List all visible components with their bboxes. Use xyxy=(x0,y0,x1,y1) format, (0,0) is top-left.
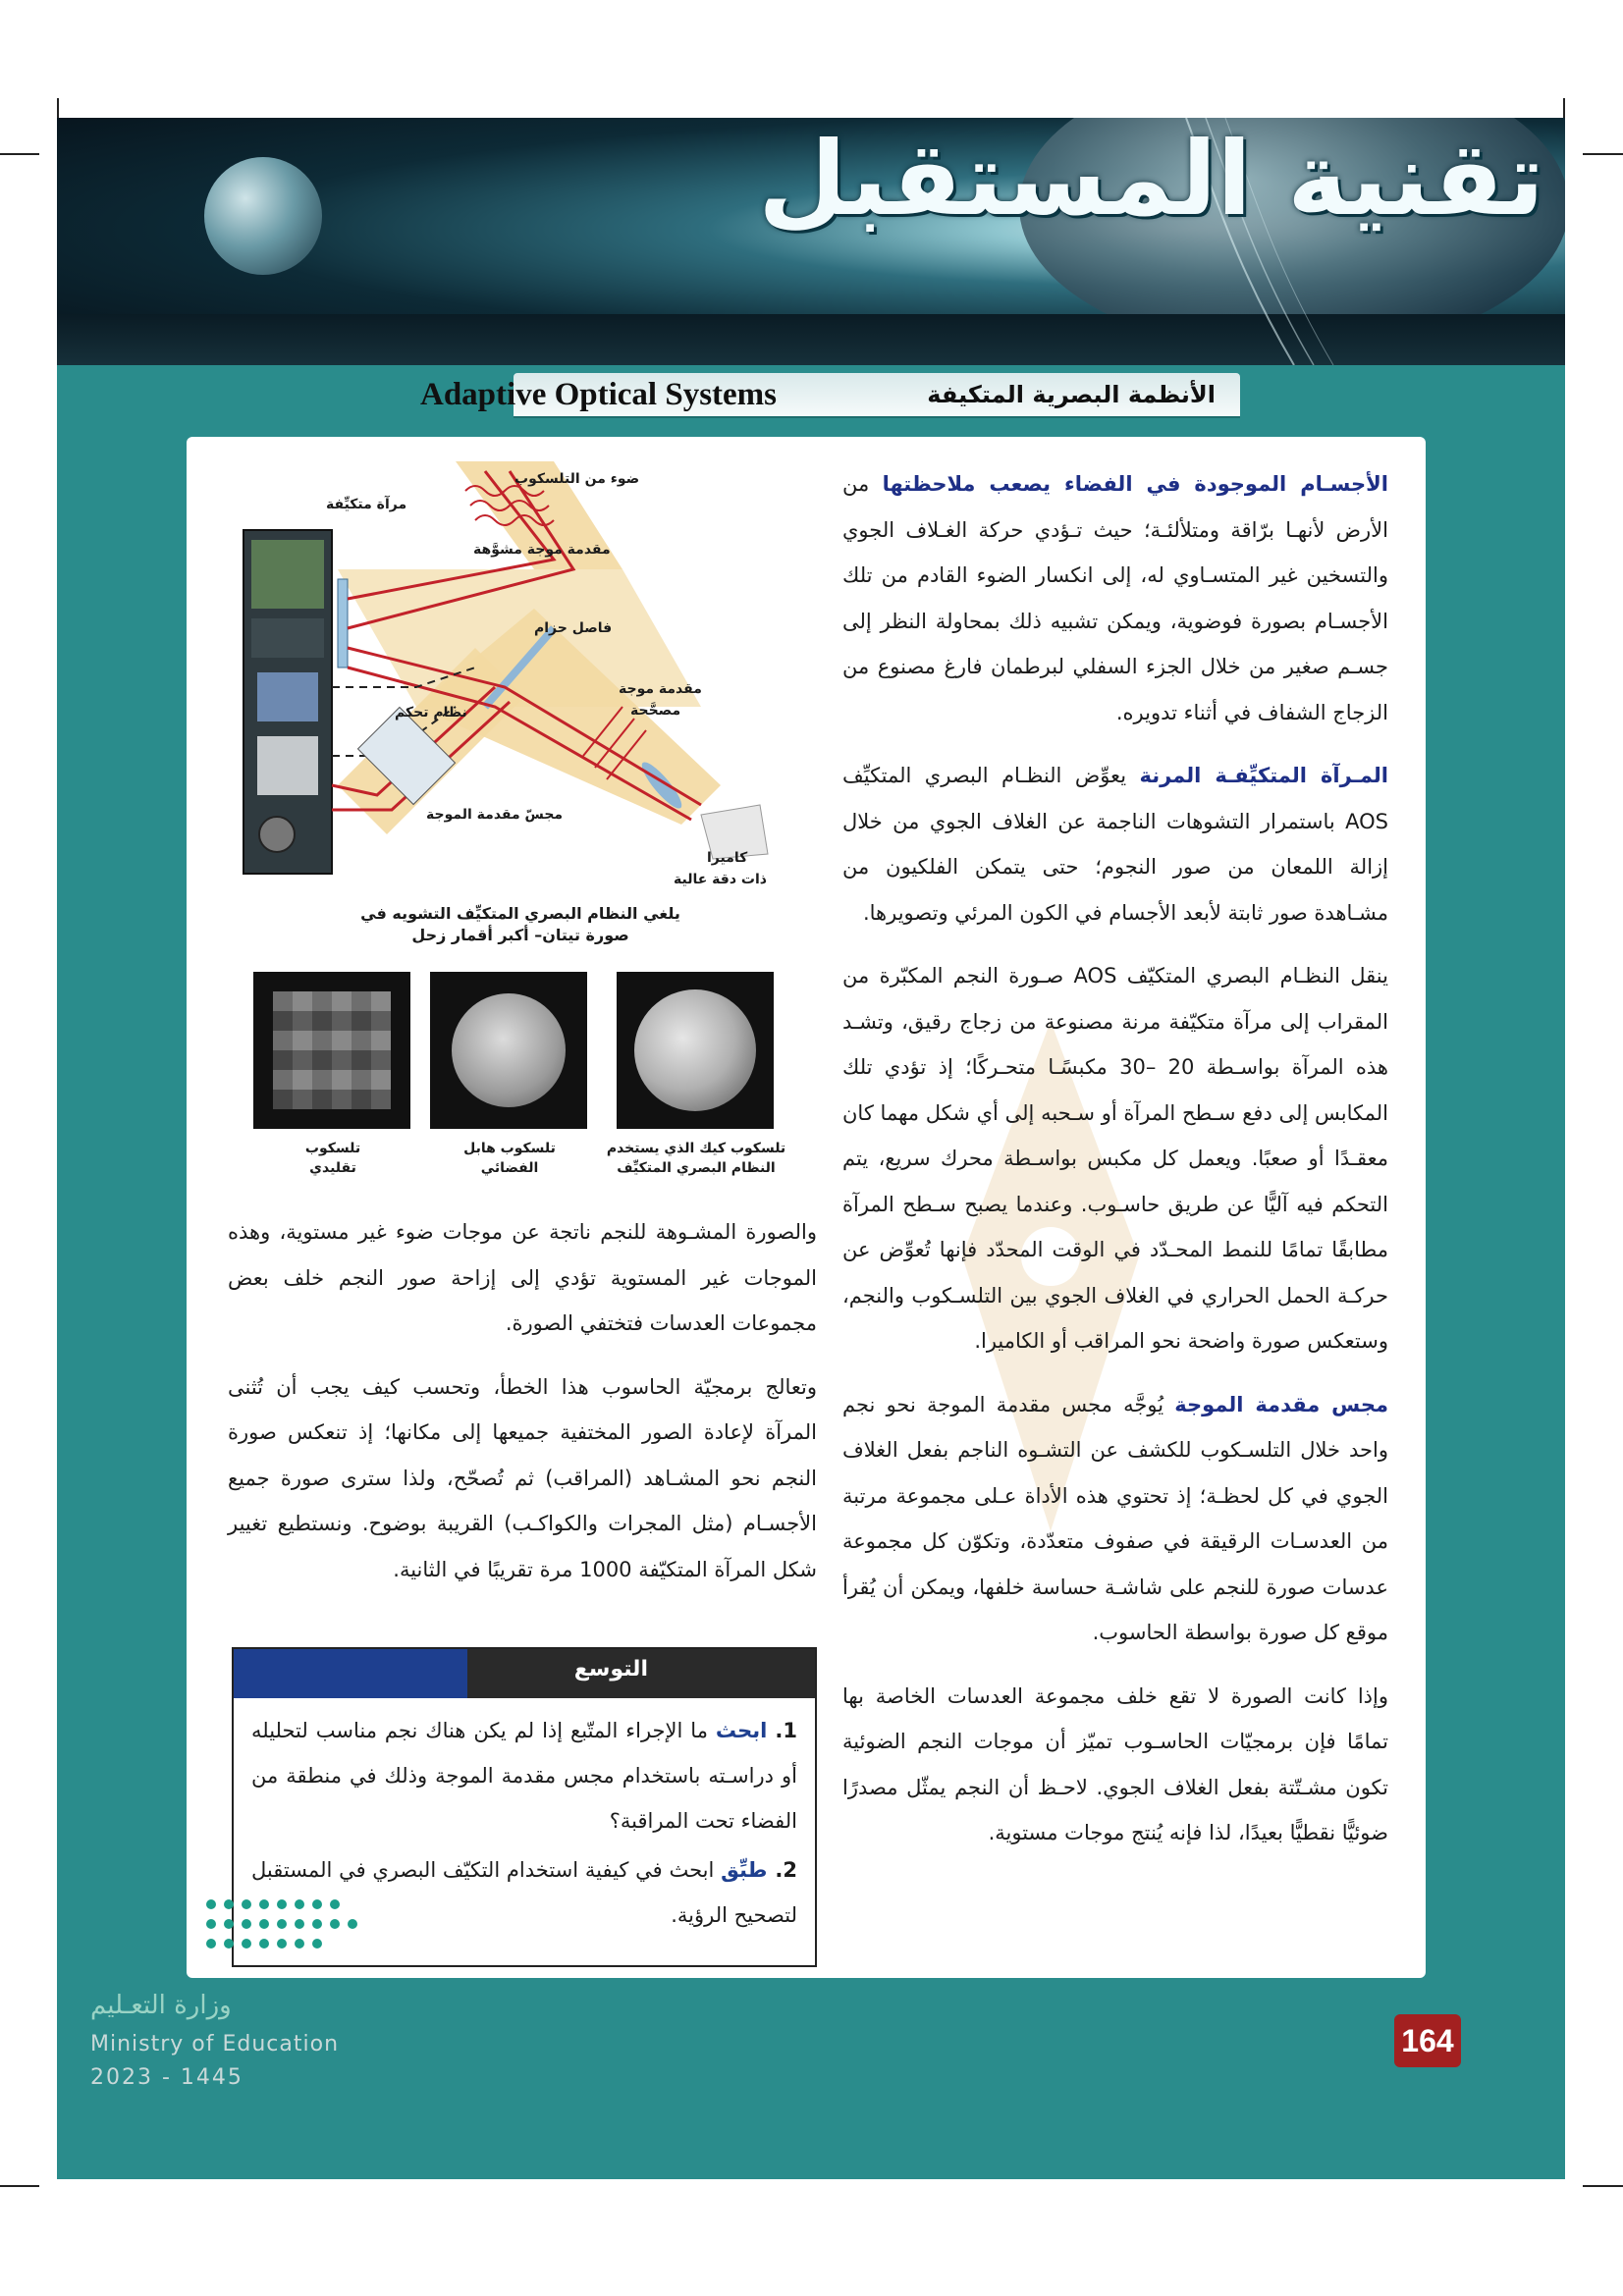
item-keyword: ابحث xyxy=(715,1719,768,1742)
paragraph-text: ينقل النظـام البصري المتكيّف AOS صـورة النجم المكبّرة من المقراب إلى مرآة متكيّفة مرنة مصنوعة من زجاج رقيق، وتشـد هذه المرآة بواسـطة 20 –30 مكبسًـا متحـركًا؛ إذ تؤدي تلك المكابس إلى دفع سـطح المرآة أو سـحبه إلى أي شكل مهما كان معقـدًا أو صعبًا. ويعمل كل مكبس بواسـطة محرك سريع، يتم التحكم فيه آليًّا عن طريق حاسـوب. وعندما يصبح سـطح المرآة مطابقًا تمامًا للنمط المحـدّد في الوقت المحدّد فإنها تُعوِّض عن حركـة الحمل الحراري في الغلاف الجوي بين التلسـكوب والنجم، وستعكس صورة واضحة نحو المراقب أو الكاميرا. xyxy=(842,964,1388,1353)
paragraph: والصورة المشـوهة للنجم ناتجة عن موجات ضوء غير مستوية، وهذه الموجات غير المستوية تؤدي إلى إزاحة صور النجم خلف بعض مجموعات العدسات فتختفي الصورة. xyxy=(228,1220,817,1335)
ministry-logo-dots-icon xyxy=(201,1895,427,1955)
titan-image-traditional xyxy=(253,972,410,1129)
keyword: مجس مقدمة الموجة xyxy=(1174,1392,1388,1416)
paragraph-text: من الأرض لأنهـا برّاقة ومتلألئـة؛ حيث تـؤدي حركة الغـلاف الجوي والتسخين غير المتسـاوي له، إلى انكسار الضوء القادم من تلك الأجسـام بصورة فوضوية، ويمكن تشبيه ذلك بمحاولة النظر إلى جسـم صغير من خلال الجزء السفلي لبرطمان فارغ مصنوع من الزجاج الشفاف في أثناء تدويره. xyxy=(842,472,1388,724)
keyword: الأجسـام الموجودة في الفضاء يصعب ملاحظتها xyxy=(882,472,1388,496)
label-adaptive-mirror: مرآة متكيِّفة xyxy=(326,497,407,512)
label-corrected-wavefront-line1: مقدمة موجة xyxy=(619,681,702,697)
paragraph xyxy=(842,461,1388,735)
left-column-text xyxy=(228,1209,817,1610)
page-number: 164 xyxy=(1394,2014,1461,2067)
item-number: 1. xyxy=(775,1719,797,1742)
paragraph xyxy=(842,753,1388,935)
figure-caption xyxy=(324,903,717,946)
label-telescope-light: ضوء من التلسكوب xyxy=(514,471,640,487)
subtitle-english: Adaptive Optical Systems xyxy=(420,377,777,412)
thumb-label-line: تلسكوب هابل xyxy=(463,1141,556,1156)
ministry-name-english: Ministry of Education xyxy=(90,2032,340,2056)
paragraph-text: وإذا كانت الصورة لا تقع خلف مجموعة العدسات الخاصة بها تمامًا فإن برمجيّات الحاسـوب تميّز أن موجات النجم الضوئية تكون مشـتّتة بفعل الغلاف الجوي. لاحـظ أن النجم يمثّل مصدرًا ضوئيًّا نقطيًّا بعيدًا، لذا فإنه يُنتج موجات مستوية. xyxy=(842,1683,1388,1844)
ministry-year: 2023 - 1445 xyxy=(90,2065,243,2090)
item-text: ابحث في كيفية استخدام التكيّف البصري في المستقبل لتصحيح الرؤية. xyxy=(251,1858,797,1927)
optics-diagram-svg xyxy=(230,461,801,903)
crop-mark xyxy=(57,98,59,118)
crop-mark xyxy=(0,2185,39,2187)
page-title: تقنية المستقبل xyxy=(758,119,1544,239)
item-text: ما الإجراء المتّبع إذا لم يكن هناك نجم مناسب لتحليله أو دراسـته باستخدام مجس مقدمة الموجة وذلك في منطقة من الفضاء تحت المراقبة؟ xyxy=(251,1719,797,1833)
crop-mark xyxy=(0,153,39,155)
label-corrected-wavefront-line2: مصحَّحة xyxy=(630,703,681,719)
extension-item xyxy=(251,1708,797,1843)
item-number: 2. xyxy=(775,1858,797,1882)
thumb-label-line: تلسكوب كيك الذي يستخدم xyxy=(606,1141,786,1156)
thumb-label-line: تقليدي xyxy=(309,1160,356,1176)
label-camera-line1: كاميرا xyxy=(707,850,748,866)
caption-line-2: صورة تيتان– أكبر أقمار زحل xyxy=(411,926,629,944)
subtitle-arabic: الأنظمة البصرية المتكيفة xyxy=(927,381,1216,408)
titan-image-hubble xyxy=(430,972,587,1129)
thumb-label-keck xyxy=(603,1139,789,1178)
thumb-label-hubble xyxy=(416,1139,603,1178)
label-control-system: نظام تحكم xyxy=(395,705,467,721)
label-beam-splitter: فاصل حزام xyxy=(534,620,613,636)
keyword: المـرآة المتكيِّفـة المرنة xyxy=(1139,764,1389,787)
ministry-name-arabic: وزارة التعـليم xyxy=(90,1991,232,2020)
label-distorted-wavefront: مقدمة موجة مشوَّهة xyxy=(473,542,611,558)
paragraph xyxy=(842,953,1388,1364)
thumb-label-line: تلسكوب xyxy=(304,1141,361,1156)
crop-mark xyxy=(1563,98,1565,118)
extension-box-header-accent xyxy=(234,1649,467,1698)
thumb-label-traditional xyxy=(240,1139,426,1178)
label-wavefront-sensor: مجسّ مقدمة الموجة xyxy=(426,807,564,823)
extension-box-title: التوسع xyxy=(573,1657,648,1682)
paragraph xyxy=(842,1382,1388,1656)
paragraph-text: يُوجَّه مجس مقدمة الموجة نحو نجم واحد خلال التلسـكوب للكشف عن التشـوه الناجم بفعل الغلاف الجوي في كل لحظـة؛ إذ تحتوي هذه الأداة عـلى مجموعة مرتبة من العدسـات الرقيقة في صفوف متعدّدة، وتكوّن كل مجموعة عدسات صورة للنجم على شاشـة حساسة خلفها، ويمكن أن يُقرأ موقع كل صورة بواسطة الحاسوب. xyxy=(842,1392,1388,1644)
thumb-label-line: النظام البصري المتكيِّف xyxy=(617,1160,776,1176)
paragraph: وتعالج برمجيّة الحاسوب هذا الخطأ، وتحسب كيف يجب أن تُثنى المرآة لإعادة الصور المختفية جميعها إلى مكانها؛ إذ تنعكس صورة النجم نحو المشـاهد (المراقب) ثم تُصحّح، ولذا سترى صورة جميع الأجسـام (مثل المجرات والكواكـب) القريبة بوضوح. ونستطيع تغيير شكل المرآة المتكيّفة 1000 مرة تقريبًا في الثانية. xyxy=(228,1374,817,1581)
label-camera-line2: ذات دقة عالية xyxy=(674,872,767,887)
paragraph xyxy=(842,1674,1388,1856)
titan-image-keck xyxy=(617,972,774,1129)
paragraph-text: يعوِّض النظـام البصري المتكيِّف AOS باستمرار التشوهات الناجمة عن الغلاف الجوي من خلال إزالة اللمعان من صور النجوم؛ حتى يتمكن الفلكيون من مشـاهدة صور ثابتة لأبعد الأجسام في الكون المرئي وتصويرها. xyxy=(842,764,1388,925)
caption-line-1: يلغي النظام البصري المتكيِّف التشويه في xyxy=(360,904,680,923)
crop-mark xyxy=(1583,2185,1623,2187)
crop-mark xyxy=(1583,153,1623,155)
thumb-label-line: الفضائي xyxy=(480,1160,539,1176)
item-keyword: طبِّق xyxy=(721,1858,768,1882)
right-column-text xyxy=(842,461,1388,1874)
